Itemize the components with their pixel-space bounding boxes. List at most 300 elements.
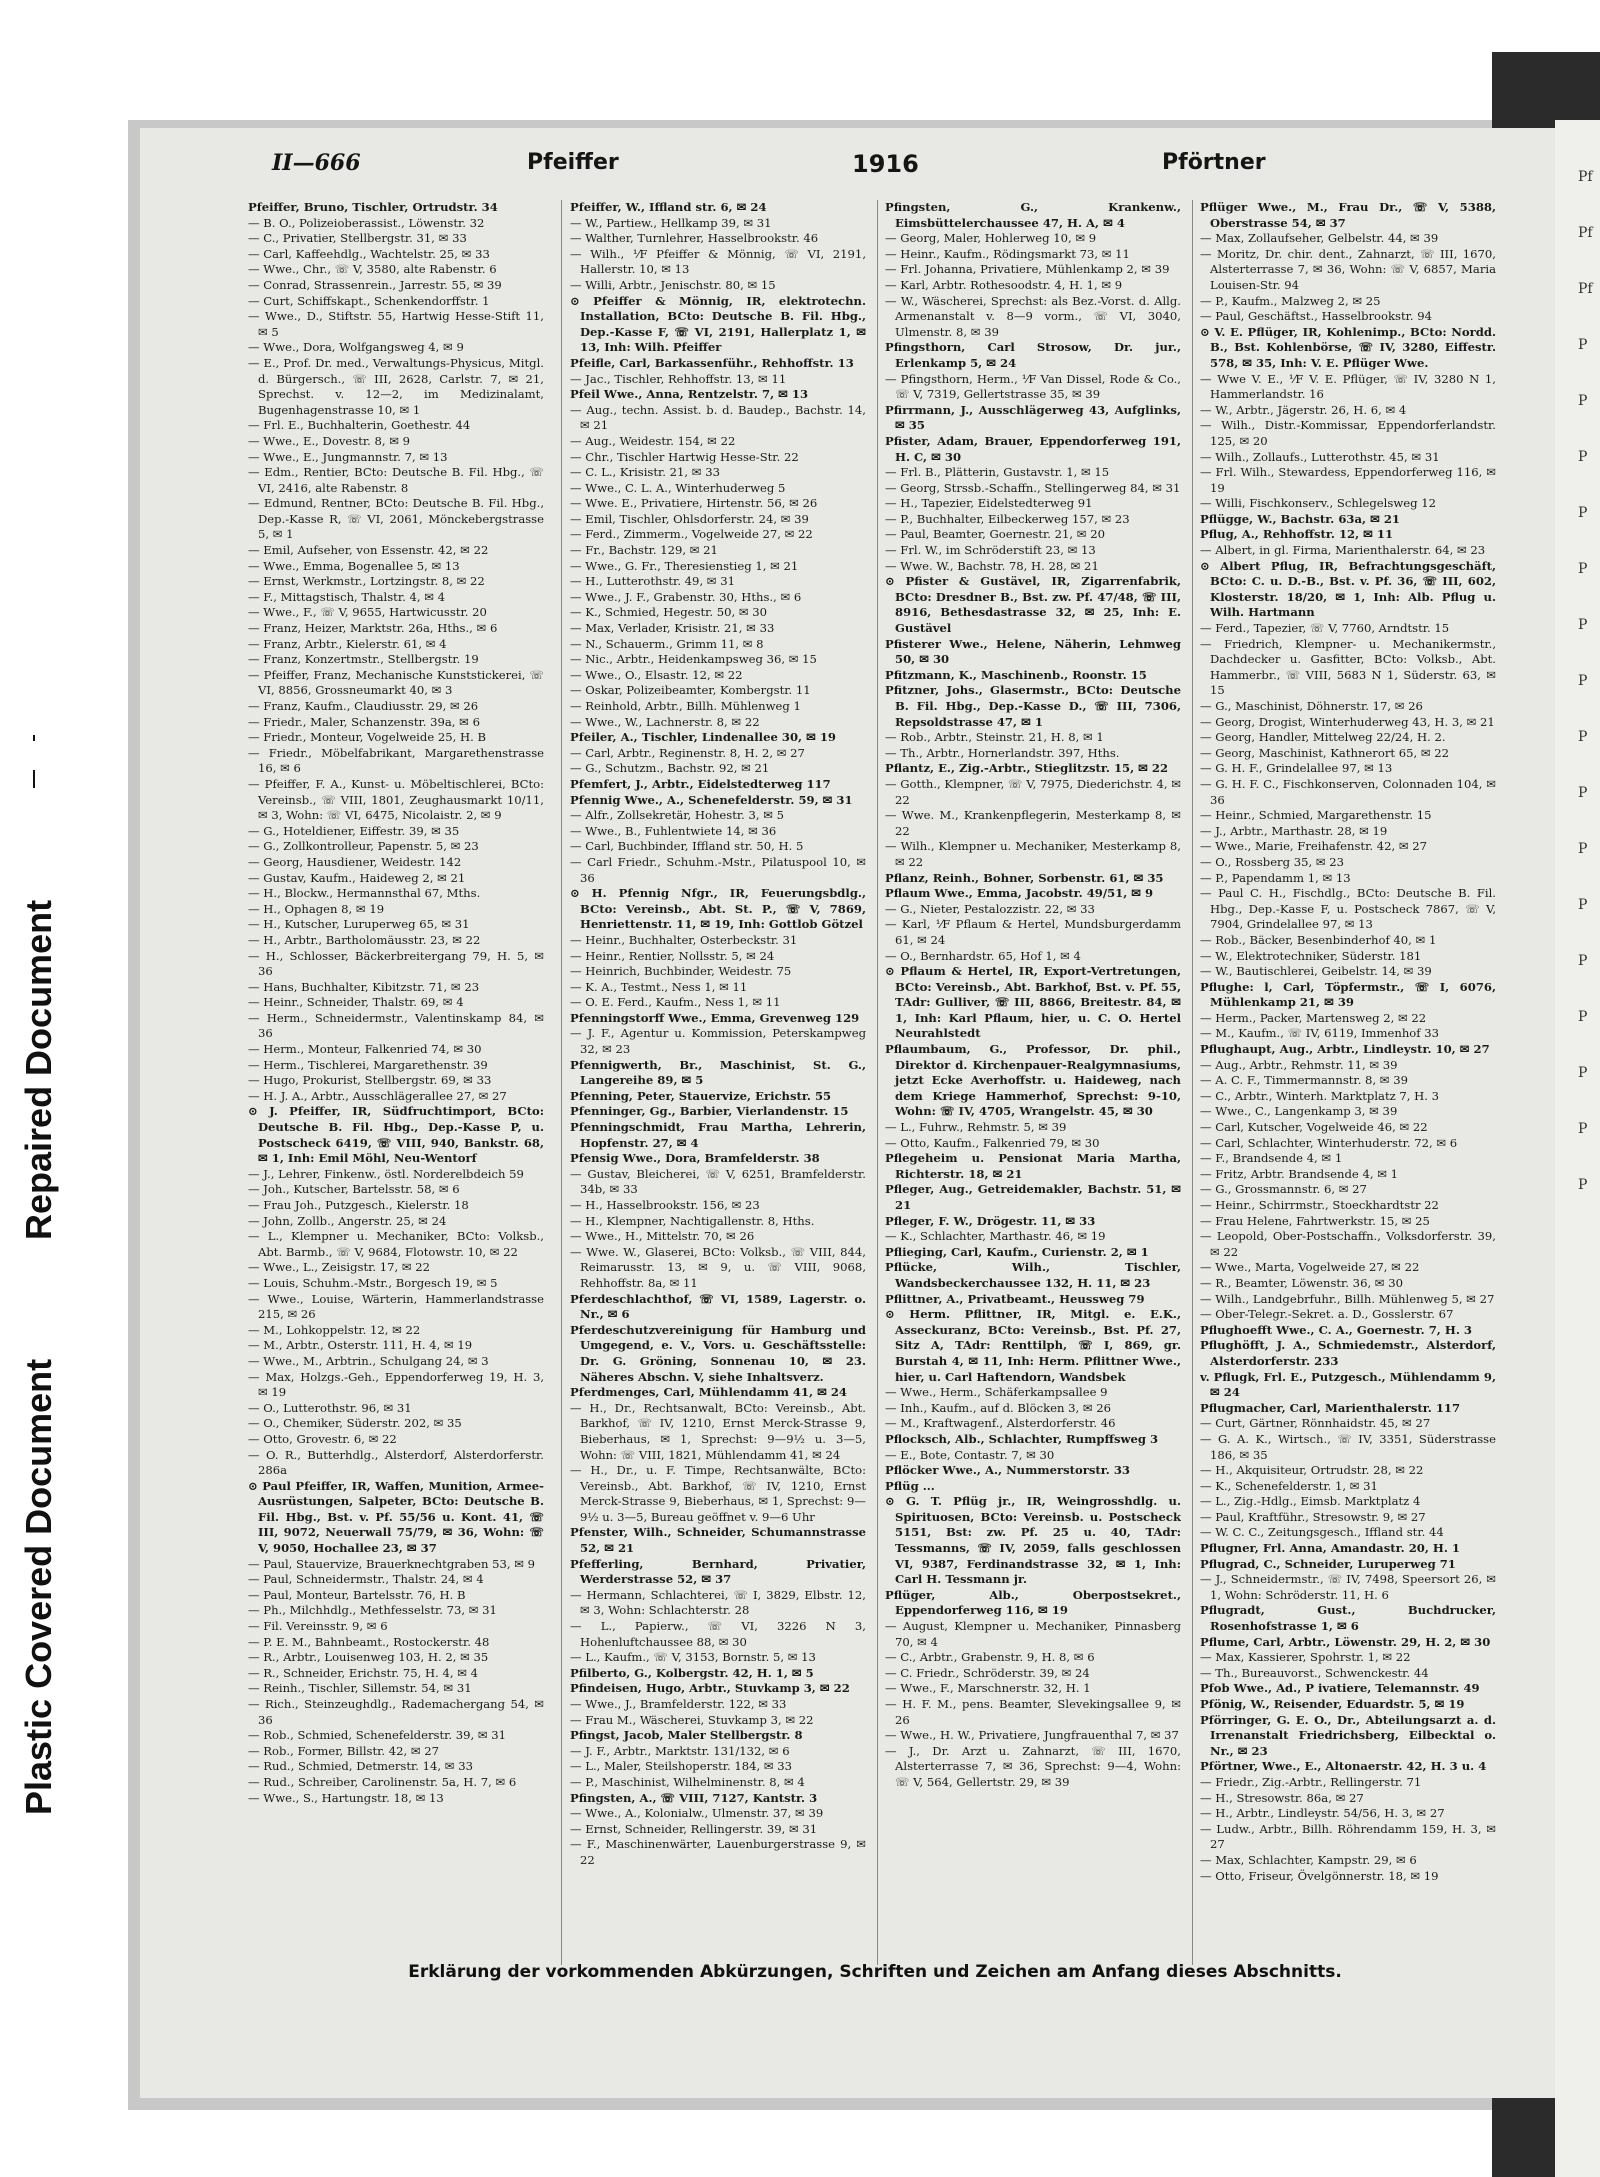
- directory-entry: — Franz, Kaufm., Claudiusstr. 29, ✉ 26: [248, 699, 479, 713]
- directory-entry: — Otto, Friseur, Övelgönnerstr. 18, ✉ 19: [1200, 1868, 1439, 1883]
- directory-entry: — Paul, Schneidermstr., Thalstr. 24, ✉ 4: [248, 1572, 484, 1587]
- directory-entry: — G. A. K., Wirtsch., ☏ IV, 3351, Süderstrasse 186, ✉ 35: [1200, 1431, 1496, 1462]
- directory-entry: Pfeiffer, W., Iffland str. 6, ✉ 24: [570, 200, 767, 214]
- directory-entry: — W., Bautischlerei, Geibelstr. 14, ✉ 39: [1200, 964, 1432, 979]
- directory-entry: — Ludw., Arbtr., Billh. Röhrendamm 159, H. 3, ✉ 27: [1200, 1821, 1496, 1852]
- directory-entry: Pfenning, Peter, Stauervize, Erichstr. 55: [570, 1088, 832, 1103]
- directory-entry: ⊙ V. E. Pflüger, IR, Kohlenimp., BCto: Nordd. B., Bst. Kohlenbörse, ☏ IV, 3280, Eiffestr. 578, ✉ 35, Inh: V. E. Pflüger Wwe.: [1200, 324, 1496, 370]
- directory-entry: — Rich., Steinzeughdlg., Rademachergang 54, ✉ 36: [248, 1697, 544, 1727]
- directory-entry: — Heinr., Buchhalter, Osterbeckstr. 31: [570, 932, 798, 947]
- directory-entry: — Wwe. E., Privatiere, Hirtenstr. 56, ✉ 26: [570, 496, 818, 511]
- directory-entry: — Otto, Grovestr. 6, ✉ 22: [248, 1431, 397, 1446]
- directory-entry: Pfindeisen, Hugo, Arbtr., Stuvkamp 3, ✉ 22: [570, 1681, 850, 1696]
- directory-entry: — A. C. F., Timmermannstr. 8, ✉ 39: [1200, 1073, 1408, 1088]
- directory-entry: — Paul C. H., Fischdlg., BCto: Deutsche B. Fil. Hbg., Dep.-Kasse F, u. Postscheck 7867, ☏ V, 7904, Grindelallee 97, ✉ 13: [1200, 886, 1496, 932]
- adjacent-page-letter: P: [1578, 785, 1588, 801]
- directory-entry: — Aug., Weidestr. 154, ✉ 22: [570, 433, 736, 448]
- directory-entry: — J. F., Arbtr., Marktstr. 131/132, ✉ 6: [570, 1743, 790, 1758]
- directory-entry: — Reinhold, Arbtr., Billh. Mühlenweg 1: [570, 699, 801, 713]
- directory-entry: — Louis, Schuhm.-Mstr., Borgesch 19, ✉ 5: [248, 1275, 498, 1290]
- directory-entry: — Frl. Wilh., Stewardess, Eppendorferweg 116, ✉ 19: [1200, 465, 1496, 495]
- directory-entry: — Frau Joh., Putzgesch., Kielerstr. 18: [248, 1198, 469, 1212]
- directory-entry: — Rob., Bäcker, Besenbinderhof 40, ✉ 1: [1200, 932, 1437, 947]
- directory-entry: — Pfingsthorn, Herm., ⅟F Van Dissel, Rode & Co., ☏ V, 7319, Gellertstrasse 35, ✉ 39: [885, 371, 1181, 402]
- directory-entry: — Heinr., Schneider, Thalstr. 69, ✉ 4: [248, 995, 464, 1010]
- directory-entry: — O. R., Butterhdlg., Alsterdorf, Alsterdorferstr. 286a: [248, 1447, 544, 1478]
- directory-entry: — Karl, Arbtr. Rothesoodstr. 4, H. 1, ✉ 9: [885, 277, 1123, 292]
- directory-entry: — Wwe., J. F., Grabenstr. 30, Hths., ✉ 6: [570, 589, 802, 604]
- directory-entry: — G., Nieter, Pestalozzistr. 22, ✉ 33: [885, 901, 1095, 916]
- directory-entry: — R., Schneider, Erichstr. 75, H. 4, ✉ 4: [248, 1665, 478, 1680]
- directory-entry: — Wwe., Herm., Schäferkampsallee 9: [885, 1385, 1108, 1400]
- directory-entry: — Carl, Kutscher, Vogelweide 46, ✉ 22: [1200, 1120, 1428, 1135]
- directory-entry: — Wwe V. E., ⅟F V. E. Pflüger, ☏ IV, 3280 N 1, Hammerlandstr. 16: [1200, 371, 1496, 402]
- directory-entry: — H., Schlosser, Bäckerbreitergang 79, H. 5, ✉ 36: [248, 948, 544, 979]
- directory-entry: Pflughaupt, Aug., Arbtr., Lindleystr. 10, ✉ 27: [1200, 1042, 1490, 1057]
- directory-entry: — G., Maschinist, Döhnerstr. 17, ✉ 26: [1200, 699, 1423, 713]
- directory-entry: — Wwe. M., Krankenpflegerin, Mesterkamp 8, ✉ 22: [885, 808, 1181, 838]
- adjacent-page-letter: P: [1578, 1065, 1588, 1081]
- directory-entry: — Paul, Stauervize, Brauerknechtgraben 53, ✉ 9: [248, 1556, 536, 1571]
- directory-entry: — Carl, Schlachter, Winterhuderstr. 72, ✉ 6: [1200, 1135, 1458, 1150]
- directory-entry: — H., Dr., u. F. Timpe, Rechtsanwälte, BCto: Vereinsb., Abt. Barkhof, ☏ IV, 1210, Ernst Merck-Strasse 9, Bieberhaus, ✉ 1, Sprechst: 9—9½ u. 3—5, Bureau geöffnet v. 9—6 Uhr: [570, 1463, 866, 1524]
- adjacent-page-letter: P: [1578, 1009, 1588, 1025]
- directory-entry: ⊙ H. Pfennig Nfgr., IR, Feuerungsbdlg., BCto: Vereinsb., Abt. St. P., ☏ V, 7869, Henriettenstr. 11, ✉ 19, Inh: Gottlob Götzel: [570, 886, 866, 932]
- directory-entry: — W. C. C., Zeitungsgesch., Iffland str. 44: [1200, 1525, 1444, 1540]
- adjacent-page-letter: P: [1578, 393, 1588, 409]
- directory-entry: — August, Klempner u. Mechaniker, Pinnasberg 70, ✉ 4: [885, 1619, 1181, 1649]
- directory-entry: — Heinr., Schirrmstr., Stoeckhardtstr 22: [1200, 1198, 1439, 1212]
- directory-entry: Pfingsthorn, Carl Strosow, Dr. jur., Erlenkamp 5, ✉ 24: [885, 340, 1181, 370]
- directory-entry: — G. H. F. C., Fischkonserven, Colonnaden 104, ✉ 36: [1200, 776, 1496, 807]
- directory-entry: — Paul, Kraftführ., Stresowstr. 9, ✉ 27: [1200, 1509, 1426, 1524]
- directory-entry: — Aug., Arbtr., Rehmstr. 11, ✉ 39: [1200, 1057, 1398, 1072]
- directory-entry: — Wwe., W., Lachnerstr. 8, ✉ 22: [570, 714, 760, 729]
- adjacent-page-letters: [1578, 170, 1600, 1234]
- directory-entry: — Wwe., Marta, Vogelweide 27, ✉ 22: [1200, 1260, 1420, 1275]
- directory-entry: Pfemfert, J., Arbtr., Eidelstedterweg 117: [570, 776, 831, 791]
- adjacent-page-letter: P: [1578, 897, 1588, 913]
- directory-entry: — Franz, Heizer, Marktstr. 26a, Hths., ✉ 6: [248, 621, 498, 636]
- directory-entry: — Wwe., G. Fr., Theresienstieg 1, ✉ 21: [570, 558, 799, 573]
- directory-entry: — O., Bernhardstr. 65, Hof 1, ✉ 4: [885, 948, 1081, 963]
- column-divider: [1192, 200, 1193, 1965]
- directory-entry: — Wilh., Zollaufs., Lutterothstr. 45, ✉ 31: [1200, 449, 1440, 464]
- directory-entry: — Georg, Hausdiener, Weidestr. 142: [248, 854, 462, 869]
- directory-entry: — Friedrich, Klempner- u. Mechanikermstr., Dachdecker u. Gasfitter, BCto: Volksb., Abt. Hammerbr., ☏ VIII, 5683 N 1, Süderstr. 63, ✉ 15: [1200, 636, 1496, 698]
- directory-entry: — Wilh., Distr.-Kommissar, Eppendorferlandstr. 125, ✉ 20: [1200, 418, 1496, 448]
- directory-entry: Pfitzmann, K., Maschinenb., Roonstr. 15: [885, 667, 1147, 682]
- directory-entry: — P. E. M., Bahnbeamt., Rostockerstr. 48: [248, 1634, 490, 1649]
- directory-entry: — Wwe., F., ☏ V, 9655, Hartwicusstr. 20: [248, 605, 487, 620]
- directory-entry: — Alfr., Zollsekretär, Hohestr. 3, ✉ 5: [570, 808, 785, 823]
- directory-entry: — Curt, Gärtner, Rönnhaidstr. 45, ✉ 27: [1200, 1416, 1431, 1431]
- directory-entry: — J., Schneidermstr., ☏ IV, 7498, Speersort 26, ✉ 1, Wohn: Schröderstr. 11, H. 6: [1200, 1572, 1496, 1602]
- directory-entry: — Herm., Schneidermstr., Valentinskamp 84, ✉ 36: [248, 1010, 544, 1041]
- directory-entry: — L., Klempner u. Mechaniker, BCto: Volksb., Abt. Barmb., ☏ V, 9684, Flotowstr. 10, ✉ 22: [248, 1229, 544, 1259]
- directory-entry: — Georg, Strssb.-Schaffn., Stellingerweg 84, ✉ 31: [885, 480, 1181, 495]
- directory-entry: — Hermann, Schlachterei, ☏ I, 3829, Elbstr. 12, ✉ 3, Wohn: Schlachterstr. 28: [570, 1587, 866, 1618]
- directory-entry: — Ferd., Tapezier, ☏ V, 7760, Arndtstr. 15: [1200, 621, 1450, 636]
- directory-entry: Pfob Wwe., Ad., P ivatiere, Telemannstr. 49: [1200, 1681, 1480, 1696]
- directory-entry: — Heinrich, Buchbinder, Weidestr. 75: [570, 964, 792, 979]
- directory-entry: — Wwe., B., Fuhlentwiete 14, ✉ 36: [570, 823, 777, 838]
- directory-entry: — Franz, Arbtr., Kielerstr. 61, ✉ 4: [248, 636, 447, 651]
- directory-entry: — Hans, Buchhalter, Kibitzstr. 71, ✉ 23: [248, 979, 480, 994]
- directory-entry: — H., Tapezier, Eidelstedterweg 91: [885, 496, 1093, 511]
- directory-entry: Pflughe: l, Carl, Töpfermstr., ☏ I, 6076, Mühlenkamp 21, ✉ 39: [1200, 979, 1496, 1010]
- directory-entry: — Wwe., E., Jungmannstr. 7, ✉ 13: [248, 449, 448, 464]
- directory-entry: — M., Kaufm., ☏ IV, 6119, Immenhof 33: [1200, 1026, 1440, 1041]
- directory-entry: Pflegeheim u. Pensionat Maria Martha, Richterstr. 18, ✉ 21: [885, 1151, 1181, 1181]
- directory-entry: Pfister, Adam, Brauer, Eppendorferweg 191, H. C, ✉ 30: [885, 433, 1181, 464]
- directory-entry: — Friedr., Möbelfabrikant, Margarethenstrasse 16, ✉ 6: [248, 745, 544, 776]
- directory-entry: — Frau M., Wäscherei, Stuvkamp 3, ✉ 22: [570, 1712, 814, 1727]
- directory-entry: — Carl, Arbtr., Reginenstr. 8, H. 2, ✉ 27: [570, 745, 805, 760]
- adjacent-page-letter: P: [1578, 617, 1588, 633]
- directory-entry: — Wwe., E., Dovestr. 8, ✉ 9: [248, 433, 411, 448]
- directory-entry: — Hugo, Prokurist, Stellbergstr. 69, ✉ 33: [248, 1073, 492, 1088]
- directory-entry: — Curt, Schiffskapt., Schenkendorffstr. 1: [248, 293, 490, 308]
- directory-entry: v. Pflugk, Frl. E., Putzgesch., Mühlendamm 9, ✉ 24: [1200, 1369, 1496, 1400]
- directory-entry: — Ernst, Schneider, Rellingerstr. 39, ✉ 31: [570, 1821, 818, 1836]
- directory-entry: Pflugradt, Gust., Buchdrucker, Rosenhofstrasse 1, ✉ 6: [1200, 1603, 1496, 1634]
- directory-entry: Pfennigwerth, Br., Maschinist, St. G., Langereihe 89, ✉ 5: [570, 1057, 866, 1088]
- directory-entry: — Walther, Turnlehrer, Hasselbrookstr. 46: [570, 231, 819, 246]
- directory-entry: — Wwe., Chr., ☏ V, 3580, alte Rabenstr. 6: [248, 262, 497, 277]
- directory-entry: Pfingsten, G., Krankenw., Eimsbüttelerchaussee 47, H. A, ✉ 4: [885, 200, 1181, 230]
- directory-entry: — C., Arbtr., Winterh. Marktplatz 7, H. 3: [1200, 1088, 1440, 1103]
- directory-entry: — Carl, Kaffeehdlg., Wachtelstr. 25, ✉ 33: [248, 246, 490, 261]
- directory-entry: Pflittner, A., Privatbeamt., Heussweg 79: [885, 1291, 1145, 1306]
- adjacent-page-letter: P: [1578, 1177, 1588, 1193]
- directory-entry: — Gustav, Bleicherei, ☏ V, 6251, Bramfelderstr. 34b, ✉ 33: [570, 1166, 866, 1197]
- directory-entry: Pflugrad, C., Schneider, Luruperweg 71: [1200, 1556, 1456, 1571]
- directory-entry: — H., Stresowstr. 86a, ✉ 27: [1200, 1790, 1364, 1805]
- directory-entry: Pfeiler, A., Tischler, Lindenallee 30, ✉ 19: [570, 730, 836, 745]
- directory-entry: — Max, Verlader, Krisistr. 21, ✉ 33: [570, 621, 775, 636]
- directory-entry: Pflieging, Carl, Kaufm., Curienstr. 2, ✉ 1: [885, 1244, 1149, 1259]
- directory-entry: — Frl. E., Buchhalterin, Goethestr. 44: [248, 418, 471, 433]
- directory-entry: — M., Lohkoppelstr. 12, ✉ 22: [248, 1322, 421, 1337]
- directory-entry: Pfenningstorff Wwe., Emma, Grevenweg 129: [570, 1010, 860, 1025]
- directory-entry: — Jac., Tischler, Rehhoffstr. 13, ✉ 11: [570, 371, 787, 386]
- directory-entry: — Wwe., O., Elsastr. 12, ✉ 22: [570, 667, 743, 682]
- directory-entry: — G., Grossmannstr. 6, ✉ 27: [1200, 1182, 1367, 1197]
- directory-entry: — H., Blockw., Hermannsthal 67, Mths.: [248, 886, 481, 901]
- directory-entry: — O. E. Ferd., Kaufm., Ness 1, ✉ 11: [570, 995, 781, 1010]
- directory-entry: — Oskar, Polizeibeamter, Kombergstr. 11: [570, 683, 811, 698]
- caption-tick-mark: [33, 735, 35, 741]
- directory-entry: Pflüg ...: [885, 1478, 935, 1493]
- directory-entry: — Heinr., Kaufm., Rödingsmarkt 73, ✉ 11: [885, 246, 1130, 261]
- directory-entry: — Herm., Tischlerei, Margarethenstr. 39: [248, 1057, 488, 1072]
- directory-entry: Pfleger, Aug., Getreidemakler, Bachstr. 51, ✉ 21: [885, 1182, 1181, 1212]
- directory-entry: — Gustav, Kaufm., Haideweg 2, ✉ 21: [248, 870, 466, 885]
- directory-entry: — Wwe., Emma, Bogenallee 5, ✉ 13: [248, 558, 460, 573]
- directory-entry: — Wwe., Dora, Wolfgangsweg 4, ✉ 9: [248, 340, 464, 355]
- directory-entry: Pflaum Wwe., Emma, Jacobstr. 49/51, ✉ 9: [885, 886, 1154, 901]
- directory-entry: — K., Schlachter, Marthastr. 46, ✉ 19: [885, 1229, 1106, 1244]
- directory-entry: — L., Fuhrw., Rehmstr. 5, ✉ 39: [885, 1120, 1067, 1135]
- directory-entry: — W., Elektrotechniker, Süderstr. 181: [1200, 948, 1422, 963]
- directory-column-4: [1200, 200, 1496, 1965]
- directory-entry: — H., Arbtr., Bartholomäusstr. 23, ✉ 22: [248, 932, 481, 947]
- directory-entry: Pfeil Wwe., Anna, Rentzelstr. 7, ✉ 13: [570, 387, 809, 402]
- directory-entry: — Wwe., J., Bramfelderstr. 122, ✉ 33: [570, 1697, 787, 1711]
- directory-entry: — O., Chemiker, Süderstr. 202, ✉ 35: [248, 1416, 462, 1431]
- directory-entry: — Wwe., C., Langenkamp 3, ✉ 39: [1200, 1104, 1398, 1119]
- directory-entry: — Paul, Beamter, Goernestr. 21, ✉ 20: [885, 527, 1105, 542]
- directory-entry: — L., Zig.-Hdlg., Eimsb. Marktplatz 4: [1200, 1494, 1421, 1509]
- directory-entry: Pferdeschutzvereinigung für Hamburg und Umgegend, e. V., Vors. u. Geschäftsstelle: Dr. G. Gröning, Sonnenau 10, ✉ 23. Näheres Abschn. V, siehe Inhaltsverz.: [570, 1322, 866, 1384]
- directory-entry: — P., Maschinist, Wilhelminenstr. 8, ✉ 4: [570, 1774, 805, 1789]
- directory-entry: — C. Friedr., Schröderstr. 39, ✉ 24: [885, 1665, 1090, 1680]
- directory-entry: — Wwe., S., Hartungstr. 18, ✉ 13: [248, 1790, 444, 1805]
- directory-entry: — H., Arbtr., Lindleystr. 54/56, H. 3, ✉ 27: [1200, 1806, 1445, 1821]
- directory-entry: — C., Arbtr., Grabenstr. 9, H. 8, ✉ 6: [885, 1650, 1095, 1665]
- directory-entry: — G., Hoteldiener, Eiffestr. 39, ✉ 35: [248, 823, 460, 838]
- directory-entry: — F., Maschinenwärter, Lauenburgerstrasse 9, ✉ 22: [570, 1837, 866, 1867]
- directory-entry: Pflücke, Wilh., Tischler, Wandsbeckerchaussee 132, H. 11, ✉ 23: [885, 1260, 1181, 1290]
- caption-tick-mark: [33, 770, 35, 788]
- directory-entry: — Fr., Bachstr. 129, ✉ 21: [570, 543, 718, 558]
- directory-entry: — Wilh., ⅟F Pfeiffer & Mönnig, ☏ VI, 2191, Hallerstr. 10, ✉ 13: [570, 246, 866, 277]
- directory-entry: — H., Kutscher, Luruperweg 65, ✉ 31: [248, 917, 470, 932]
- directory-entry: — Ober-Telegr.-Sekret. a. D., Gosslerstr. 67: [1200, 1307, 1454, 1322]
- directory-entry: ⊙ Pfister & Gustävel, IR, Zigarrenfabrik, BCto: Dresdner B., Bst. zw. Pf. 47/48, ☏ III, 8916, Bethesdastrasse 32, ✉ 25, Inh: E. Gustävel: [885, 574, 1181, 636]
- directory-entry: — L., Kaufm., ☏ V, 3153, Bornstr. 5, ✉ 13: [570, 1650, 816, 1665]
- directory-entry: — O., Rossberg 35, ✉ 23: [1200, 854, 1344, 869]
- directory-entry: — Pfeiffer, Franz, Mechanische Kunststickerei, ☏ VI, 8856, Grossneumarkt 40, ✉ 3: [248, 667, 544, 698]
- directory-entry: ⊙ Herm. Pflittner, IR, Mitgl. e. E.K., Asseckuranz, BCto: Vereinsb., Bst. Pf. 27, Sitz A, TAdr: Renttilph, ☏ I, 869, gr. Burstah 4, ✉ 11, Inh: Herm. Pflittner Wwe., hier, u. Carl Haftendorn, Wandsbek: [885, 1307, 1181, 1384]
- directory-entry: — Rob., Former, Billstr. 42, ✉ 27: [248, 1743, 440, 1758]
- directory-entry: — K., Schenefelderstr. 1, ✉ 31: [1200, 1478, 1378, 1493]
- directory-entry: — Wwe., M., Arbtrin., Schulgang 24, ✉ 3: [248, 1353, 489, 1368]
- directory-entry: — Otto, Kaufm., Falkenried 79, ✉ 30: [885, 1135, 1100, 1150]
- directory-entry: Pflugmacher, Carl, Marienthalerstr. 117: [1200, 1400, 1461, 1415]
- adjacent-page-letter: Pf: [1578, 281, 1593, 297]
- directory-entry: ⊙ Pflaum & Hertel, IR, Export-Vertretungen, BCto: Vereinsb., Abt. Barkhof, Bst. v. Pf. 55, TAdr: Gulliver, ☏ III, 8866, Breitestr. 84, ✉ 1, Inh: Karl Pflaum, hier, u. C. O. Hertel Neurahlstedt: [885, 964, 1181, 1041]
- directory-entry: Pflume, Carl, Arbtr., Löwenstr. 29, H. 2, ✉ 30: [1200, 1634, 1491, 1649]
- directory-entry: — Max, Holzgs.-Geh., Eppendorferweg 19, H. 3, ✉ 19: [248, 1369, 544, 1400]
- directory-entry: — P., Papendamm 1, ✉ 13: [1200, 870, 1351, 885]
- directory-entry: — Franz, Konzertmstr., Stellbergstr. 19: [248, 652, 479, 667]
- directory-entry: — Heinr., Rentier, Nollsstr. 5, ✉ 24: [570, 948, 775, 963]
- directory-entry: — Edm., Rentier, BCto: Deutsche B. Fil. Hbg., ☏ VI, 2416, alte Rabenstr. 8: [248, 465, 544, 495]
- directory-entry: — Friedr., Zig.-Arbtr., Rellingerstr. 71: [1200, 1774, 1422, 1789]
- column-divider: [877, 200, 878, 1965]
- directory-column-1: [248, 200, 544, 1965]
- directory-entry: — Max, Kassierer, Spohrstr. 1, ✉ 22: [1200, 1650, 1411, 1665]
- directory-entry: — Karl, ⅟F Pflaum & Hertel, Mundsburgerdamm 61, ✉ 24: [885, 917, 1181, 947]
- directory-entry: — Georg, Maler, Hohlerweg 10, ✉ 9: [885, 231, 1097, 246]
- directory-entry: — Max, Schlachter, Kampstr. 29, ✉ 6: [1200, 1852, 1417, 1867]
- directory-entry: — J., Lehrer, Finkenw., östl. Norderelbdeich 59: [248, 1166, 524, 1181]
- directory-entry: — Willi, Fischkonserv., Schlegelsweg 12: [1200, 496, 1436, 511]
- directory-entry: — H., Akquisiteur, Ortrudstr. 28, ✉ 22: [1200, 1463, 1424, 1478]
- directory-entry: — C., Privatier, Stellbergstr. 31, ✉ 33: [248, 231, 467, 246]
- directory-entry: Pflüger Wwe., M., Frau Dr., ☏ V, 5388, Oberstrasse 54, ✉ 37: [1200, 200, 1496, 230]
- directory-entry: Pfenster, Wilh., Schneider, Schumannstrasse 52, ✉ 21: [570, 1525, 866, 1556]
- directory-entry: — R., Arbtr., Louisenweg 103, H. 2, ✉ 35: [248, 1650, 489, 1665]
- directory-entry: Pferdmenges, Carl, Mühlendamm 41, ✉ 24: [570, 1385, 847, 1400]
- directory-entry: Pfenninger, Gg., Barbier, Vierlandenstr. 15: [570, 1104, 849, 1119]
- directory-entry: — H. F. M., pens. Beamter, Slevekingsallee 9, ✉ 26: [885, 1697, 1181, 1727]
- adjacent-page-letter: P: [1578, 505, 1588, 521]
- directory-entry: Pfennig Wwe., A., Schenefelderstr. 59, ✉ 31: [570, 792, 853, 807]
- directory-entry: — Wwe., A., Kolonialw., Ulmenstr. 37, ✉ 39: [570, 1806, 824, 1821]
- directory-entry: — Willi, Arbtr., Jenischstr. 80, ✉ 15: [570, 277, 776, 292]
- directory-entry: — Edmund, Rentner, BCto: Deutsche B. Fil. Hbg., Dep.-Kasse R, ☏ VI, 2061, Mönckebergstrasse 5, ✉ 1: [248, 496, 544, 542]
- directory-entry: Pfeifle, Carl, Barkassenführ., Rehhoffstr. 13: [570, 355, 854, 370]
- directory-entry: Pfilberto, G., Kolbergstr. 42, H. 1, ✉ 5: [570, 1665, 814, 1680]
- directory-entry: ⊙ J. Pfeiffer, IR, Südfruchtimport, BCto: Deutsche B. Fil. Hbg., Dep.-Kasse P, u. Postscheck 6419, ☏ VIII, 940, Bankstr. 68, ✉ 1, Inh: Emil Möhl, Neu-Wentorf: [248, 1104, 544, 1166]
- directory-entry: — Carl, Buchbinder, Iffland str. 50, H. 5: [570, 839, 804, 854]
- directory-entry: — Wwe., C. L. A., Winterhuderweg 5: [570, 480, 786, 495]
- directory-entry: — Nic., Arbtr., Heidenkampsweg 36, ✉ 15: [570, 652, 817, 667]
- directory-entry: Pflugner, Frl. Anna, Amandastr. 20, H. 1: [1200, 1541, 1460, 1556]
- directory-entry: — Th., Bureauvorst., Schwenckestr. 44: [1200, 1665, 1429, 1680]
- directory-entry: ⊙ Paul Pfeiffer, IR, Waffen, Munition, Armee-Ausrüstungen, Salpeter, BCto: Deutsche B. Fil. Hbg., Bst. v. Pf. 55/56 u. Kont. 41, ☏ III, 9072, Neuerwall 75/79, ✉ 36, Wohn: ☏ V, 9050, Hochallee 23, ✉ 37: [248, 1478, 544, 1556]
- directory-entry: — Rud., Schmied, Detmerstr. 14, ✉ 33: [248, 1759, 473, 1774]
- directory-entry: — Rud., Schreiber, Carolinenstr. 5a, H. 7, ✉ 6: [248, 1774, 517, 1789]
- directory-entry: — Wwe. W., Glaserei, BCto: Volksb., ☏ VIII, 844, Reimarusstr. 13, ✉ 9, u. ☏ VIII, 9068, Rehhoffstr. 8a, ✉ 11: [570, 1244, 866, 1290]
- directory-entry: — K. A., Testmt., Ness 1, ✉ 11: [570, 979, 748, 994]
- directory-entry: — H., Dr., Rechtsanwalt, BCto: Vereinsb., Abt. Barkhof, ☏ IV, 1210, Ernst Merck-Strasse 9, Bieberhaus, ✉ 1, Sprechst: 9—9½ u. 3—5, Wohn: ☏ VIII, 1821, Mühlendamm 41, ✉ 24: [570, 1400, 866, 1462]
- directory-entry: — Chr., Tischler Hartwig Hesse-Str. 22: [570, 449, 799, 464]
- directory-entry: — Georg, Maschinist, Kathnerort 65, ✉ 22: [1200, 745, 1449, 760]
- directory-entry: — John, Zollb., Angerstr. 25, ✉ 24: [248, 1213, 447, 1228]
- directory-entry: Pfingsten, A., ☏ VIII, 7127, Kantstr. 3: [570, 1790, 818, 1805]
- header-first-entry: Pfeiffer: [527, 150, 619, 175]
- directory-entry: Pflug, A., Rehhoffstr. 12, ✉ 11: [1200, 527, 1394, 542]
- adjacent-page-letter: Pf: [1578, 169, 1593, 185]
- directory-entry: — H. J. A., Arbtr., Ausschlägerallee 27, ✉ 27: [248, 1088, 507, 1103]
- abbreviation-footer-note: Erklärung der vorkommenden Abkürzungen, Schriften und Zeichen am Anfang dieses Abschnitts.: [408, 1962, 1342, 1982]
- directory-entry: — Georg, Handler, Mittelweg 22/24, H. 2.: [1200, 730, 1446, 745]
- adjacent-page-letter: P: [1578, 841, 1588, 857]
- page-header: [272, 150, 1462, 186]
- directory-entry: — Rob., Arbtr., Steinstr. 21, H. 8, ✉ 1: [885, 730, 1104, 745]
- directory-entry: Pflöcker Wwe., A., Nummerstorstr. 33: [885, 1463, 1130, 1478]
- directory-entry: Pflüger, Alb., Oberpostsekret., Eppendorferweg 116, ✉ 19: [885, 1587, 1181, 1618]
- directory-entry: Pfirrmann, J., Ausschlägerweg 43, Aufglinks, ✉ 35: [885, 402, 1181, 433]
- directory-entry: Pfleger, F. W., Drögestr. 11, ✉ 33: [885, 1213, 1096, 1228]
- directory-entry: — H., Lutterothstr. 49, ✉ 31: [570, 574, 735, 589]
- directory-entry: — G. H. F., Grindelallee 97, ✉ 13: [1200, 761, 1393, 776]
- directory-entry: — Leopold, Ober-Postschaffn., Volksdorferstr. 39, ✉ 22: [1200, 1229, 1496, 1259]
- directory-entry: ⊙ Albert Pflug, IR, Befrachtungsgeschäft, BCto: C. u. D.-B., Bst. v. Pf. 36, ☏ III, 602, Klosterstr. 18/20, ✉ 1, Inh: Alb. Pflug u. Wilh. Hartmann: [1200, 558, 1496, 620]
- directory-entry: Pflügge, W., Bachstr. 63a, ✉ 21: [1200, 511, 1400, 526]
- directory-entry: — H., Ophagen 8, ✉ 19: [248, 901, 385, 916]
- directory-entry: — Paul, Geschäftst., Hasselbrookstr. 94: [1200, 309, 1433, 324]
- directory-entry: Pfeiffer, Bruno, Tischler, Ortrudstr. 34: [248, 200, 498, 214]
- directory-entry: — F., Mittagstisch, Thalstr. 4, ✉ 4: [248, 589, 445, 604]
- plastic-covered-caption: Plastic Covered Document: [18, 1358, 59, 1815]
- header-last-entry: Pförtner: [1162, 150, 1266, 175]
- directory-entry: — E., Prof. Dr. med., Verwaltungs-Physicus, Mitgl. d. Bürgersch., ☏ III, 2628, Carlstr. 7, ✉ 21, Sprechst. v. 12—2, im Medizinalamt, Bugenhagenstrasse 10, ✉ 1: [248, 355, 544, 417]
- directory-entry: — Wwe., F., Marschnerstr. 32, H. 1: [885, 1681, 1091, 1696]
- directory-entry: — G., Schutzm., Bachstr. 92, ✉ 21: [570, 761, 770, 776]
- directory-entry: — Aug., techn. Assist. b. d. Baudep., Bachstr. 14, ✉ 21: [570, 402, 866, 433]
- directory-entry: — Frl. W., im Schröderstift 23, ✉ 13: [885, 543, 1096, 558]
- directory-entry: Pförringer, G. E. O., Dr., Abteilungsarzt a. d. Irrenanstalt Friedrichsberg, Eilbecktal o. Nr., ✉ 23: [1200, 1712, 1496, 1758]
- directory-entry: — Wwe., H., Mittelstr. 70, ✉ 26: [570, 1229, 755, 1244]
- directory-entry: Pflaumbaum, G., Professor, Dr. phil., Direktor d. Kirchenpauer-Realgymnasiums, jetzt Ecke Averhoffstr. u. Haideweg, nach dem Kriege Hammerhof, Sprechst: 9-10, Wohn: ☏ IV, 4705, Wrangelstr. 45, ✉ 30: [885, 1042, 1181, 1119]
- directory-entry: — K., Schmied, Hegestr. 50, ✉ 30: [570, 605, 768, 620]
- directory-entry: — Inh., Kaufm., auf d. Blöcken 3, ✉ 26: [885, 1400, 1112, 1415]
- directory-entry: — R., Beamter, Löwenstr. 36, ✉ 30: [1200, 1275, 1403, 1290]
- directory-entry: — Friedr., Monteur, Vogelweide 25, H. B: [248, 730, 486, 745]
- directory-entry: Pflocksch, Alb., Schlachter, Rumpffsweg 3: [885, 1431, 1159, 1446]
- directory-entry: ⊙ G. T. Pflüg jr., IR, Weingrosshdlg. u. Spirituosen, BCto: Vereinsb. u. Postscheck 5151, Bst: zw. Pf. 25 u. 40, TAdr: Tessmanns, ☏ IV, 2059, falls geschlossen VI, 9387, Ferdinandstrasse 32, ✉ 1, Inh: Carl H. Tessmann jr.: [885, 1494, 1181, 1587]
- directory-entry: — Rob., Schmied, Schenefelderstr. 39, ✉ 31: [248, 1728, 507, 1743]
- directory-entry: ⊙ Pfeiffer & Mönnig, IR, elektrotechn. Installation, BCto: Deutsche B. Fil. Hbg., Dep.-Kasse F, ☏ VI, 2191, Hallerplatz 1, ✉ 13, Inh: Wilh. Pfeiffer: [570, 293, 866, 355]
- adjacent-page-letter: P: [1578, 337, 1588, 353]
- directory-entry: — L., Maler, Steilshoperstr. 184, ✉ 33: [570, 1759, 793, 1774]
- directory-entry: Pfensig Wwe., Dora, Bramfelderstr. 38: [570, 1151, 820, 1166]
- directory-entry: — H., Hasselbrookstr. 156, ✉ 23: [570, 1198, 760, 1212]
- directory-entry: — G., Zollkontrolleur, Papenstr. 5, ✉ 23: [248, 839, 479, 854]
- directory-entry: — Albert, in gl. Firma, Marienthalerstr. 64, ✉ 23: [1200, 543, 1486, 558]
- directory-entry: — Fritz, Arbtr. Brandsende 4, ✉ 1: [1200, 1166, 1398, 1181]
- directory-entry: Pflanz, Reinh., Bohner, Sorbenstr. 61, ✉ 35: [885, 870, 1164, 885]
- directory-entry: — Emil, Aufseher, von Essenstr. 42, ✉ 22: [248, 543, 489, 558]
- directory-entry: — Joh., Kutscher, Bartelsstr. 58, ✉ 6: [248, 1182, 460, 1197]
- directory-entry: Pflughoefft Wwe., C. A., Goernestr. 7, H. 3: [1200, 1322, 1472, 1337]
- directory-entry: — Wwe., L., Zeisigstr. 17, ✉ 22: [248, 1260, 431, 1275]
- directory-entry: — B. O., Polizeioberassist., Löwenstr. 32: [248, 215, 485, 230]
- directory-entry: Pfingst, Jacob, Maler Stellbergstr. 8: [570, 1728, 803, 1743]
- column-divider: [561, 200, 562, 1965]
- adjacent-page-letter: P: [1578, 953, 1588, 969]
- directory-entry: — Wwe. W., Bachstr. 78, H. 28, ✉ 21: [885, 558, 1099, 573]
- adjacent-page-letter: Pf: [1578, 225, 1593, 241]
- directory-entry: Pfenningschmidt, Frau Martha, Lehrerin, Hopfenstr. 27, ✉ 4: [570, 1120, 866, 1150]
- directory-entry: — W., Wäscherei, Sprechst: als Bez.-Vorst. d. Allg. Armenanstalt v. 8—9 vorm., ☏ VI, 3040, Ulmenstr. 8, ✉ 39: [885, 293, 1181, 339]
- header-year: 1916: [852, 150, 919, 178]
- directory-entry: — Friedr., Maler, Schanzenstr. 39a, ✉ 6: [248, 714, 480, 729]
- directory-entry: Pflughöfft, J. A., Schmiedemstr., Alsterdorf, Alsterdorferstr. 233: [1200, 1338, 1496, 1368]
- directory-entry: — Georg, Drogist, Winterhuderweg 43, H. 3, ✉ 21: [1200, 714, 1495, 729]
- directory-entry: Pfefferling, Bernhard, Privatier, Werderstrasse 52, ✉ 37: [570, 1556, 866, 1587]
- adjacent-page-letter: P: [1578, 1121, 1588, 1137]
- directory-entry: Pfisterer Wwe., Helene, Näherin, Lehmweg 50, ✉ 30: [885, 636, 1181, 667]
- directory-entry: — O., Lutterothstr. 96, ✉ 31: [248, 1400, 412, 1415]
- directory-entry: — Gotth., Klempner, ☏ V, 7975, Diederichstr. 4, ✉ 22: [885, 776, 1181, 807]
- repaired-document-caption: Repaired Document: [18, 899, 59, 1240]
- directory-entry: — Wilh., Landgebrfuhr., Billh. Mühlenweg 5, ✉ 27: [1200, 1291, 1495, 1306]
- directory-entry: Pfitzner, Johs., Glasermstr., BCto: Deutsche B. Fil. Hbg., Dep.-Kasse D., ☏ III, 7306, Repsoldstrasse 47, ✉ 1: [885, 683, 1181, 729]
- directory-entry: — P., Kaufm., Malzweg 2, ✉ 25: [1200, 293, 1381, 308]
- directory-entry: — N., Schauerm., Grimm 11, ✉ 8: [570, 636, 764, 651]
- directory-entry: — Emil, Tischler, Ohlsdorferstr. 24, ✉ 39: [570, 511, 809, 526]
- directory-entry: — Fil. Vereinsstr. 9, ✉ 6: [248, 1619, 388, 1634]
- directory-entry: — Wwe., D., Stiftstr. 55, Hartwig Hesse-Stift 11, ✉ 5: [248, 309, 544, 339]
- adjacent-page-letter: P: [1578, 729, 1588, 745]
- page-number: II—666: [272, 150, 361, 176]
- directory-entry: — Wwe., Louise, Wärterin, Hammerlandstrasse 215, ✉ 26: [248, 1291, 544, 1322]
- directory-entry: — Herm., Monteur, Falkenried 74, ✉ 30: [248, 1042, 482, 1057]
- directory-column-2: [570, 200, 866, 1965]
- directory-column-3: [885, 200, 1181, 1965]
- directory-entry: — W., Partiew., Hellkamp 39, ✉ 31: [570, 215, 772, 230]
- directory-entry: — W., Arbtr., Jägerstr. 26, H. 6, ✉ 4: [1200, 402, 1407, 417]
- directory-entry: — Ernst, Werkmstr., Lortzingstr. 8, ✉ 22: [248, 574, 485, 589]
- directory-entry: — M., Kraftwagenf., Alsterdorferstr. 46: [885, 1416, 1116, 1431]
- directory-entry: — C. L., Krisistr. 21, ✉ 33: [570, 465, 720, 480]
